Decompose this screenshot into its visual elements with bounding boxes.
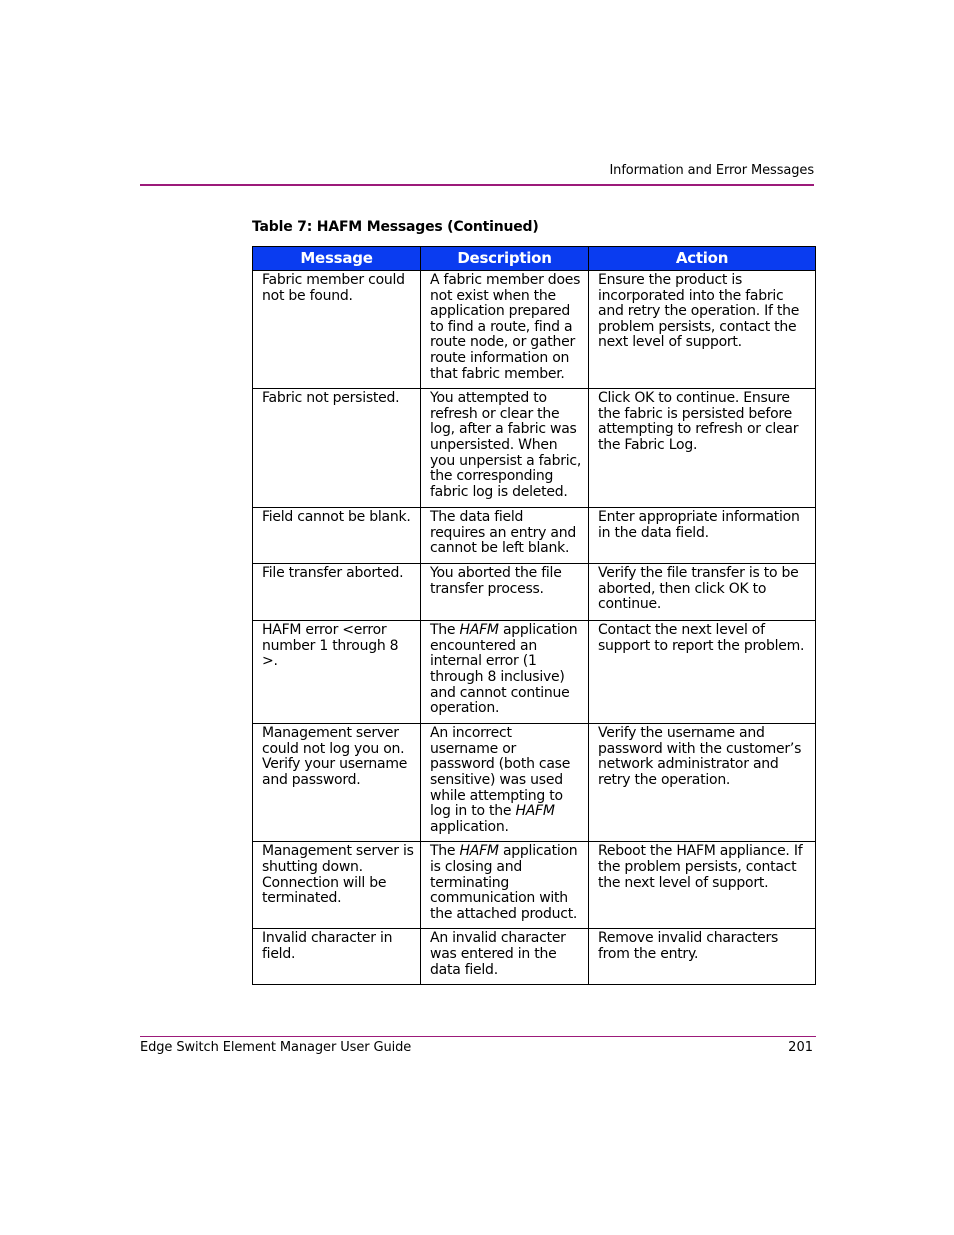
- action-cell: [589, 564, 816, 621]
- description-cell: You aborted the file transfer process.: [421, 564, 589, 621]
- ok-label: OK: [634, 390, 655, 407]
- table-row: [253, 842, 816, 929]
- message-cell: Field cannot be blank.: [253, 508, 421, 564]
- description-text: The: [430, 622, 460, 639]
- table-header-row: [253, 247, 816, 271]
- hafm-emphasis: HAFM: [459, 622, 499, 639]
- table-caption: Table 7: HAFM Messages (Continued): [252, 219, 539, 235]
- column-header-message: Message: [253, 247, 421, 271]
- action-cell: Ensure the product is incorporated into the fabric and retry the operation. If the problem persists, contact the next level of support.: [589, 271, 816, 389]
- message-cell: Fabric not persisted.: [253, 389, 421, 508]
- table-row: [253, 564, 816, 621]
- description-cell: An invalid character was entered in the data field.: [421, 929, 589, 985]
- message-cell: Invalid character in field.: [253, 929, 421, 985]
- message-cell: Management server could not log you on. Verify your username and password.: [253, 724, 421, 842]
- table-row: [253, 724, 816, 842]
- description-cell: You attempted to refresh or clear the log, after a fabric was unpersisted. When you unpersist a fabric, the corresponding fabric log is deleted.: [421, 389, 589, 508]
- description-cell: [421, 842, 589, 929]
- action-cell: Verify the username and password with the customer’s network administrator and retry the operation.: [589, 724, 816, 842]
- action-cell: Remove invalid characters from the entry.: [589, 929, 816, 985]
- hafm-emphasis: HAFM: [459, 843, 499, 860]
- action-text: Verify the file transfer is to be aborted, then click: [598, 565, 799, 597]
- column-header-action: Action: [589, 247, 816, 271]
- header-rule: [140, 184, 814, 186]
- description-cell: [421, 621, 589, 724]
- action-cell: Enter appropriate information in the data field.: [589, 508, 816, 564]
- message-cell: File transfer aborted.: [253, 564, 421, 621]
- table-row: [253, 508, 816, 564]
- description-text: An incorrect username or password (both case sensitive) was used while attempting to log in to the: [430, 725, 571, 820]
- description-cell: The data field requires an entry and cannot be left blank.: [421, 508, 589, 564]
- action-text: to continue.: [598, 580, 767, 613]
- action-cell: [589, 389, 816, 508]
- table-row: [253, 929, 816, 985]
- ok-label: OK: [728, 580, 749, 597]
- footer-guide-title: Edge Switch Element Manager User Guide: [140, 1040, 412, 1055]
- table-row: [253, 621, 816, 724]
- hafm-messages-table: [252, 246, 816, 985]
- description-text: application.: [430, 818, 509, 835]
- action-cell: Reboot the HAFM appliance. If the problem persists, contact the next level of support.: [589, 842, 816, 929]
- message-cell: Management server is shutting down. Connection will be terminated.: [253, 842, 421, 929]
- description-cell: A fabric member does not exist when the application prepared to find a route, find a route node, or gather route information on that fabric member.: [421, 271, 589, 389]
- action-text: to continue. Ensure the fabric is persisted before attempting to refresh or clear the Fabric Log.: [598, 390, 799, 453]
- message-cell: HAFM error <error number 1 through 8 >.: [253, 621, 421, 724]
- column-header-description: Description: [421, 247, 589, 271]
- description-text: The: [430, 843, 460, 860]
- hafm-emphasis: HAFM: [515, 803, 555, 820]
- description-text: application is closing and terminating communication with the attached product.: [430, 843, 578, 922]
- action-text: Click: [598, 390, 635, 407]
- table-row: [253, 271, 816, 389]
- description-text: application encountered an internal error (1 through 8 inclusive) and cannot continue operation.: [430, 622, 578, 717]
- description-cell: [421, 724, 589, 842]
- message-cell: Fabric member could not be found.: [253, 271, 421, 389]
- running-head: Information and Error Messages: [609, 163, 814, 178]
- footer-rule: [140, 1036, 816, 1037]
- action-cell: Contact the next level of support to report the problem.: [589, 621, 816, 724]
- page-number: 201: [788, 1040, 813, 1055]
- table-row: [253, 389, 816, 508]
